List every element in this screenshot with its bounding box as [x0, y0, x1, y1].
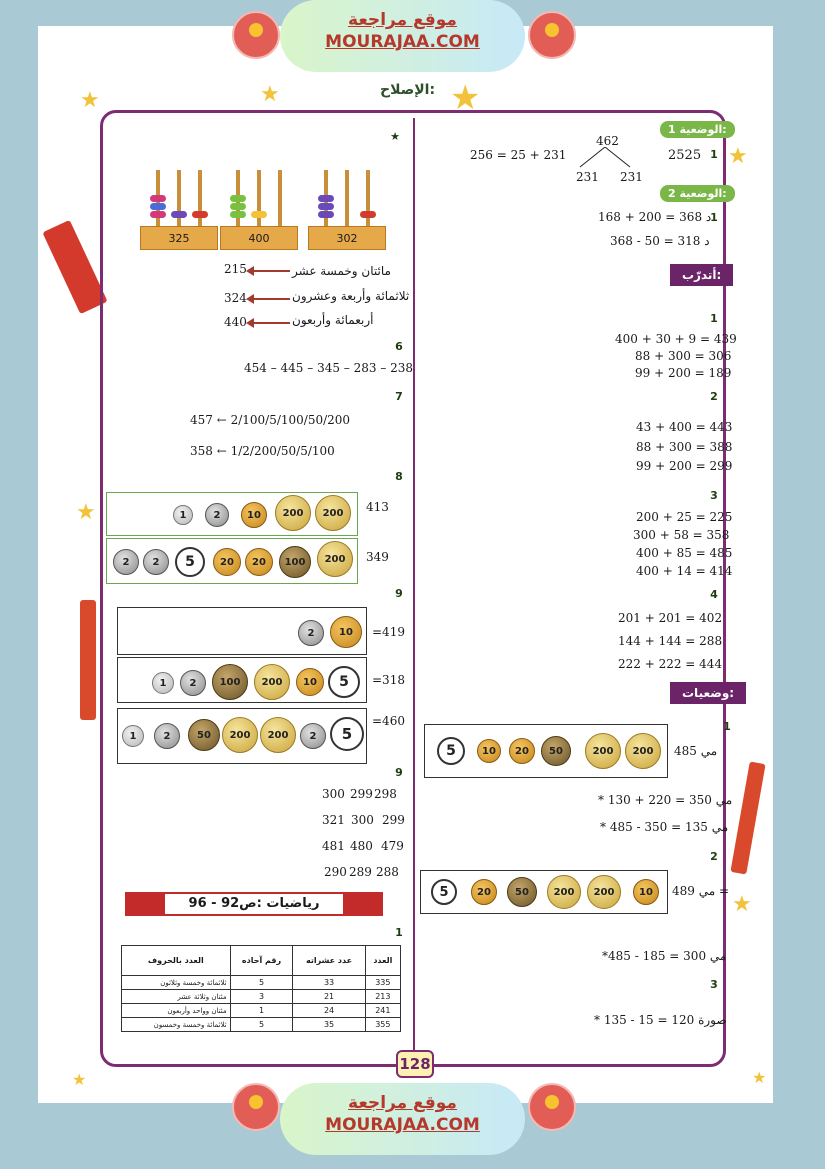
- coin-box: [117, 607, 367, 655]
- site-logo-left[interactable]: [232, 11, 280, 59]
- site-name-ar: موقع مراجعة: [348, 1093, 457, 1113]
- star-icon: ★: [260, 82, 280, 107]
- coin-box: [117, 708, 367, 764]
- table-cell: 21: [293, 990, 365, 1004]
- word-number: مائتان وخمسة عشر: [292, 264, 391, 278]
- coin-1: 1: [152, 672, 174, 694]
- seq-cell: 288: [376, 865, 399, 879]
- q6-sequence: 454 – 445 – 345 – 283 – 238: [244, 361, 414, 375]
- coin-10: 10: [330, 616, 362, 648]
- coin-2: 2: [113, 549, 139, 575]
- coin-200: 200: [315, 495, 351, 531]
- coin-box: [106, 538, 358, 584]
- table-cell: 5: [230, 976, 293, 990]
- coin-200: 200: [587, 875, 621, 909]
- s1-line-1: * 130 + 220 = 350 مي: [598, 793, 733, 807]
- star-icon: ★: [728, 144, 748, 169]
- seq-cell: 481: [322, 839, 345, 853]
- sit2-line-1: 168 + 200 = 368 د: [598, 210, 712, 224]
- seq-cell: 300: [322, 787, 345, 801]
- situations-tag: وضعيات:: [670, 682, 746, 704]
- site-banner-bottom[interactable]: [280, 1083, 525, 1155]
- item-badge: ★ 9: [390, 764, 408, 782]
- star-icon: ★: [80, 88, 100, 113]
- b4-line: 222 + 222 = 444: [618, 657, 723, 671]
- page-number: 128: [396, 1050, 434, 1078]
- coin-2: 2: [180, 670, 206, 696]
- coin-50: 50: [188, 719, 220, 751]
- b4-line: 144 + 144 = 288: [618, 634, 723, 648]
- table-cell: 335: [365, 976, 400, 990]
- site-logo-right[interactable]: [528, 1083, 576, 1131]
- table-cell: مئتان وواحد وأربعون: [122, 1004, 231, 1018]
- book-reference: رياضيات :ص92 - 96: [125, 892, 383, 916]
- table-cell: ثلاثمائة وخمسة وثلاثون: [122, 976, 231, 990]
- b3-line: 400 + 85 = 485: [636, 546, 733, 560]
- abacus-value: 325: [140, 226, 218, 250]
- seq-cell: 300: [351, 813, 374, 827]
- coin-50: 50: [507, 877, 537, 907]
- word-number-value: 440: [224, 315, 247, 329]
- seq-cell: 298: [374, 787, 397, 801]
- sit1-equation: 256 = 25 + 231: [470, 148, 567, 162]
- b2-line: 88 + 300 = 388: [636, 440, 733, 454]
- seq-cell: 479: [381, 839, 404, 853]
- coin-200: 200: [222, 717, 258, 753]
- coin-200: 200: [625, 733, 661, 769]
- table-row: [122, 1004, 401, 1018]
- coin-100: 100: [212, 664, 248, 700]
- item-badge: ★ 3: [705, 976, 723, 994]
- coin-2: 2: [300, 723, 326, 749]
- abacus: [140, 160, 218, 250]
- coin-2: 2: [143, 549, 169, 575]
- coin-5: 5: [175, 547, 205, 577]
- coin-10: 10: [633, 879, 659, 905]
- decomposition-tree: [575, 147, 635, 169]
- item-badge: ★ 6: [390, 338, 408, 356]
- table-cell: 213: [365, 990, 400, 1004]
- coin-10: 10: [296, 668, 324, 696]
- word-number-value: 215: [224, 262, 247, 276]
- numbers-table: [121, 945, 401, 1032]
- table-cell: 1: [230, 1004, 293, 1018]
- star-icon: ★: [752, 1068, 767, 1087]
- coin-100: 100: [279, 546, 311, 578]
- item-badge: ★ 3: [705, 487, 723, 505]
- star-icon: ★: [72, 1070, 87, 1089]
- table-cell: مئتان وثلاثة عشر: [122, 990, 231, 1004]
- table-row: [122, 990, 401, 1004]
- q7-line: 358 ← 1/2/200/50/5/100: [190, 444, 335, 458]
- b1-line: 99 + 200 = 189: [635, 366, 732, 380]
- table-cell: 5: [230, 1018, 293, 1032]
- b3-line: 300 + 58 = 358: [633, 528, 730, 542]
- table-header: عدد عشراته: [293, 946, 365, 976]
- word-number: ثلاثمائة وأربعة وعشرون: [292, 289, 410, 303]
- table-cell: ثلاثمائة وخمسة وخمسون: [122, 1018, 231, 1032]
- coin-200: 200: [317, 541, 353, 577]
- item-badge: ★ ★: [386, 128, 404, 146]
- table-cell: 33: [293, 976, 365, 990]
- item-badge: ★ 7: [390, 388, 408, 406]
- star-icon: ★: [450, 78, 481, 118]
- site-name-ar: موقع مراجعة: [348, 10, 457, 30]
- coin-5: 5: [431, 879, 457, 905]
- coin-200: 200: [260, 717, 296, 753]
- coin-1: 1: [122, 725, 144, 747]
- coin-box: [424, 724, 668, 778]
- abacus-value: 400: [220, 226, 298, 250]
- seq-cell: 289: [349, 865, 372, 879]
- q8-value: 349: [366, 550, 389, 564]
- coin-5: 5: [328, 666, 360, 698]
- b2-line: 99 + 200 = 299: [636, 459, 733, 473]
- item-badge: ★ 1: [705, 310, 723, 328]
- table-header: رقم آحاده: [230, 946, 293, 976]
- site-name-en: MOURAJAA.COM: [325, 32, 480, 52]
- coin-200: 200: [547, 875, 581, 909]
- star-icon: ★: [732, 892, 752, 917]
- q9-value: =460: [372, 714, 405, 728]
- coin-20: 20: [213, 548, 241, 576]
- item-badge: ★ 4: [705, 586, 723, 604]
- coin-10: 10: [477, 739, 501, 763]
- table-row: [122, 976, 401, 990]
- tree-top: 462: [596, 134, 619, 148]
- coin-20: 20: [509, 738, 535, 764]
- situation-2-tag: الوضعية 2:: [660, 185, 735, 202]
- coin-box: [117, 657, 367, 703]
- coin-20: 20: [471, 879, 497, 905]
- tree-right: 231: [620, 170, 643, 184]
- abacus-value: 302: [308, 226, 386, 250]
- site-banner-top[interactable]: [280, 0, 525, 72]
- table-header: العدد بالحروف: [122, 946, 231, 976]
- coin-50: 50: [541, 736, 571, 766]
- b1-line: 400 + 30 + 9 = 439: [615, 332, 737, 346]
- table-cell: 24: [293, 1004, 365, 1018]
- q8-value: 413: [366, 500, 389, 514]
- table-cell: 355: [365, 1018, 400, 1032]
- table-header-row: [122, 946, 401, 976]
- q9-value: =419: [372, 625, 405, 639]
- seq-cell: 290: [324, 865, 347, 879]
- word-number-value: 324: [224, 291, 247, 305]
- star-icon: ★: [76, 500, 96, 525]
- page-title: الإصلاح:: [380, 82, 436, 98]
- b3-line: 200 + 25 = 225: [636, 510, 733, 524]
- sit1-number: 2525: [668, 148, 702, 163]
- seq-cell: 299: [350, 787, 373, 801]
- arrow-icon: [252, 298, 290, 300]
- item-badge: ★ 1: [705, 146, 723, 164]
- coin-200: 200: [254, 664, 290, 700]
- arrow-icon: [252, 322, 290, 324]
- coin-1: 1: [173, 505, 193, 525]
- situation-1-tag: الوضعية 1:: [660, 121, 735, 138]
- column-divider: [413, 118, 415, 1058]
- coin-5: 5: [330, 717, 364, 751]
- table-cell: 3: [230, 990, 293, 1004]
- coin-2: 2: [205, 503, 229, 527]
- coin-10: 10: [241, 502, 267, 528]
- seq-cell: 299: [382, 813, 405, 827]
- b3-line: 400 + 14 = 414: [636, 564, 733, 578]
- item-badge: ★ 1: [390, 924, 408, 942]
- table-cell: 35: [293, 1018, 365, 1032]
- sit2-line-2: 368 - 50 = 318 د: [610, 234, 710, 248]
- item-badge: ★ 1: [718, 718, 736, 736]
- coin-box: [106, 492, 358, 536]
- coin-5: 5: [437, 737, 465, 765]
- s2-line-1: *485 - 185 = 300 مي: [602, 949, 727, 963]
- site-logo-right[interactable]: [528, 11, 576, 59]
- item-badge: ★ 2: [705, 388, 723, 406]
- s1-label: 485 مي: [674, 744, 718, 758]
- item-badge: ★ 1: [705, 209, 723, 227]
- b4-line: 201 + 201 = 402: [618, 611, 723, 625]
- coin-2: 2: [154, 723, 180, 749]
- q9-value: =318: [372, 673, 405, 687]
- s1-line-2: * 485 - 350 = 135 مي: [600, 820, 729, 834]
- coin-200: 200: [585, 733, 621, 769]
- item-badge: ★ 9: [390, 585, 408, 603]
- s2-label: 489 مي =: [672, 884, 730, 898]
- table-row: [122, 1018, 401, 1032]
- seq-cell: 321: [322, 813, 345, 827]
- site-name-en: MOURAJAA.COM: [325, 1115, 480, 1135]
- item-badge: ★ 8: [390, 468, 408, 486]
- coin-20: 20: [245, 548, 273, 576]
- table-header: العدد: [365, 946, 400, 976]
- s3-line-1: * 135 - 15 = 120 صورة: [594, 1013, 727, 1027]
- b1-line: 88 + 300 = 306: [635, 349, 732, 363]
- abacus: [308, 160, 386, 250]
- coin-box: [420, 870, 668, 914]
- coin-200: 200: [275, 495, 311, 531]
- coin-2: 2: [298, 620, 324, 646]
- site-logo-left[interactable]: [232, 1083, 280, 1131]
- b2-line: 43 + 400 = 443: [636, 420, 733, 434]
- seq-cell: 480: [350, 839, 373, 853]
- pencil-icon: [80, 600, 96, 720]
- table-cell: 241: [365, 1004, 400, 1018]
- tree-left: 231: [576, 170, 599, 184]
- item-badge: ★ 2: [705, 848, 723, 866]
- arrow-icon: [252, 270, 290, 272]
- q7-line: 457 ← 2/100/5/100/50/200: [190, 413, 351, 427]
- word-number: أربعمائة وأربعون: [292, 313, 374, 327]
- training-tag: أتدرّب:: [670, 264, 733, 286]
- abacus: [220, 160, 298, 250]
